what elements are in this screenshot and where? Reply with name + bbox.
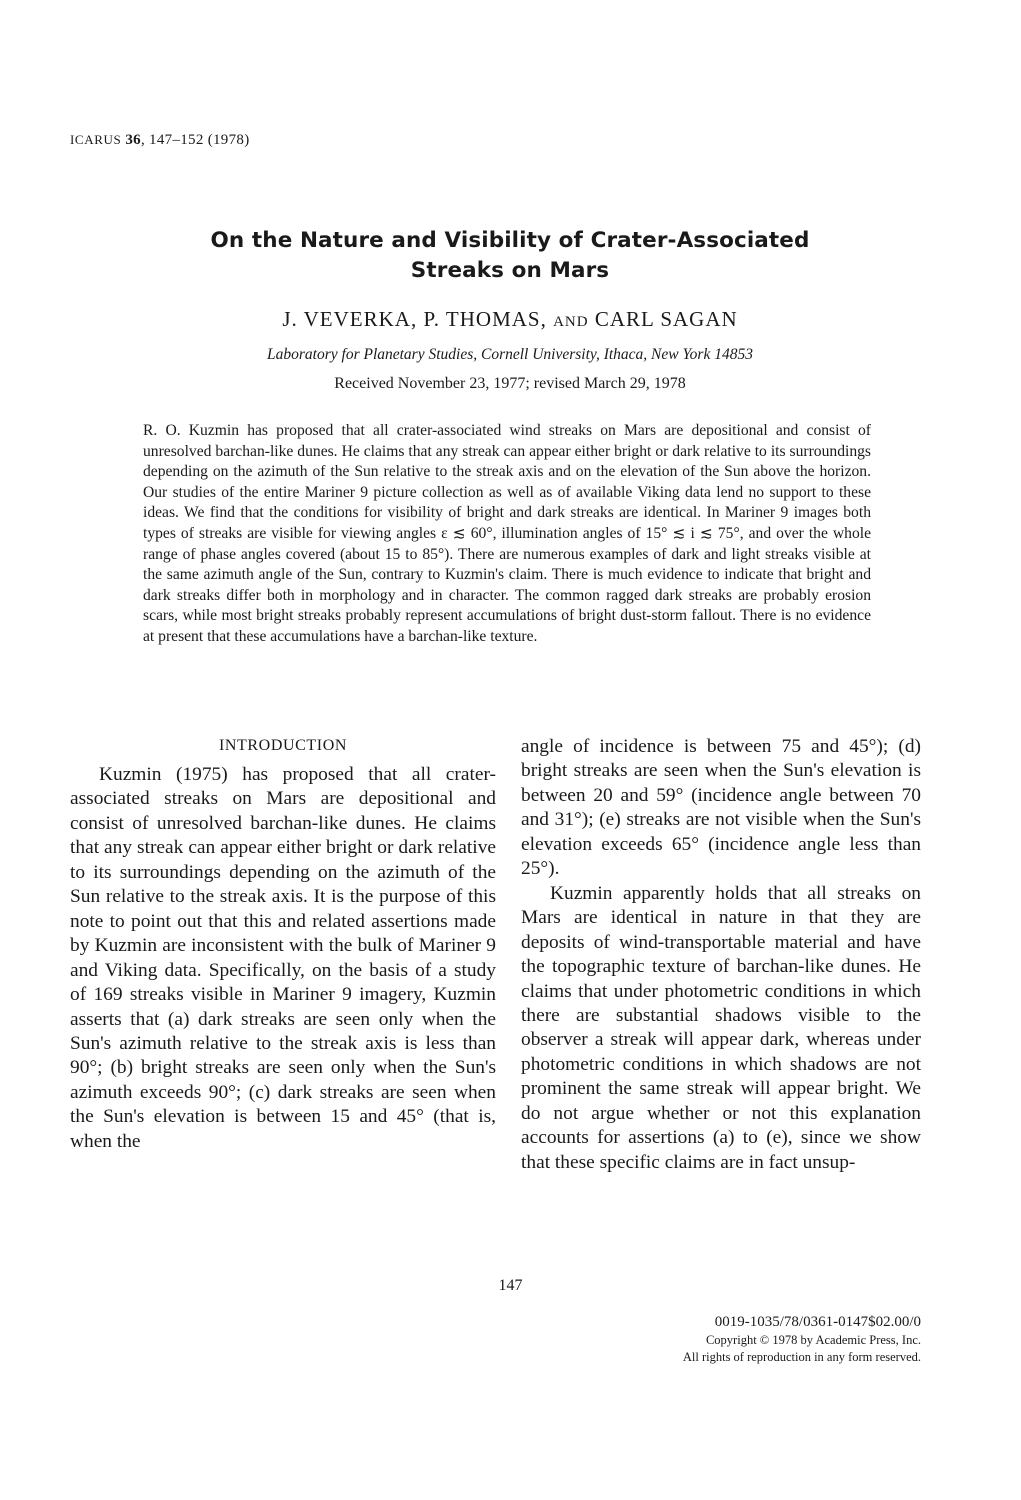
paper-title xyxy=(150,226,870,286)
right-column xyxy=(521,735,921,1175)
right-paragraph-kuzmin: Kuzmin apparently holds that all streaks on Mars are identical in nature in that they are deposits of wind-transportable material and have the topographic texture of barchan-like dunes. He claims that under photometric conditions in which there are substantial shadows visible to the observer a streak will appear dark, whereas under photometric conditions in which shadows are not prominent the same streak will appear bright. We do not argue whether or not this explanation accounts for assertions (a) to (e), since we show that these specific claims are in fact unsup- xyxy=(521,882,921,1173)
right-paragraph-continued: angle of incidence is between 75 and 45°); (d) bright streaks are seen when the Sun's elevation is between 20 and 59° (incidence angle between 70 and 31°); (e) streaks are not visible when the Sun's elevation exceeds 65° (incidence angle less than 25°). xyxy=(521,736,921,880)
copyright-line: Copyright © 1978 by Academic Press, Inc. xyxy=(705,1333,921,1347)
authors-and: AND xyxy=(553,314,589,330)
page-number: 147 xyxy=(498,1277,523,1294)
abstract: R. O. Kuzmin has proposed that all crater-associated wind streaks on Mars are depositional and consist of unresolved barchan-like dunes. He claims that any streak can appear either bright or dark relative to its surroundings depending on the azimuth of the Sun relative to the streak axis and on the elevation of the Sun above the horizon. Our studies of the entire Mariner 9 picture collection as well as of available Viking data lend no support to these ideas. We find that the conditions for visibility of bright and dark streaks are identical. In Mariner 9 images both types of streaks are visible for viewing angles ε ≲ 60°, illumination angles of 15° ≲ i ≲ 75°, and over the whole range of phase angles covered (about 15 to 85°). There are numerous examples of dark and light streaks visible at the same azimuth angle of the Sun, contrary to Kuzmin's claim. There is much evidence to indicate that bright and dark streaks differ both in morphology and in character. The common ragged dark streaks are probably erosion scars, while most bright streaks probably represent accumulations of bright dust-storm fallout. There is no evidence at present that these accumulations have a barchan-like texture. xyxy=(143,422,871,645)
received-dates: Received November 23, 1977; revised March 29, 1978 xyxy=(334,375,686,392)
paper-title-line-1: On the Nature and Visibility of Crater-Associated xyxy=(210,228,810,253)
journal-volume: 36 xyxy=(125,132,141,148)
paper-title-line-2: Streaks on Mars xyxy=(410,258,610,283)
rights-line: All rights of reproduction in any form reserved. xyxy=(682,1350,921,1364)
affiliation: Laboratory for Planetary Studies, Cornell University, Ithaca, New York 14853 xyxy=(267,346,753,363)
section-heading-introduction: INTRODUCTION xyxy=(218,737,348,754)
authors-part-2: CARL SAGAN xyxy=(588,307,738,331)
authors-part-1: J. VEVERKA, P. THOMAS, xyxy=(282,307,554,331)
copyright-footer xyxy=(683,1312,921,1366)
left-column xyxy=(70,735,496,1154)
intro-paragraph: Kuzmin (1975) has proposed that all crater-associated streaks on Mars are depositional and consist of unresolved barchan-like dunes. He claims that any streak can appear either bright or dark relative to its surroundings depending on the azimuth of the Sun relative to the streak axis. It is the purpose of this note to point out that this and related assertions made by Kuzmin are inconsistent with the bulk of Mariner 9 and Viking data. Specifically, on the basis of a study of 169 streaks visible in Mariner 9 imagery, Kuzmin asserts that (a) dark streaks are seen only when the Sun's azimuth relative to the streak axis is less than 90°; (b) bright streaks are seen only when the Sun's azimuth exceeds 90°; (c) dark streaks are seen when the Sun's elevation is between 15 and 45° (that is, when the xyxy=(70,764,496,1152)
journal-reference xyxy=(70,132,250,149)
author-list xyxy=(150,307,870,332)
journal-name: ICARUS xyxy=(70,132,122,147)
journal-pages-year: , 147–152 (1978) xyxy=(140,132,250,148)
article-code: 0019-1035/78/0361-0147$02.00/0 xyxy=(714,1314,921,1330)
